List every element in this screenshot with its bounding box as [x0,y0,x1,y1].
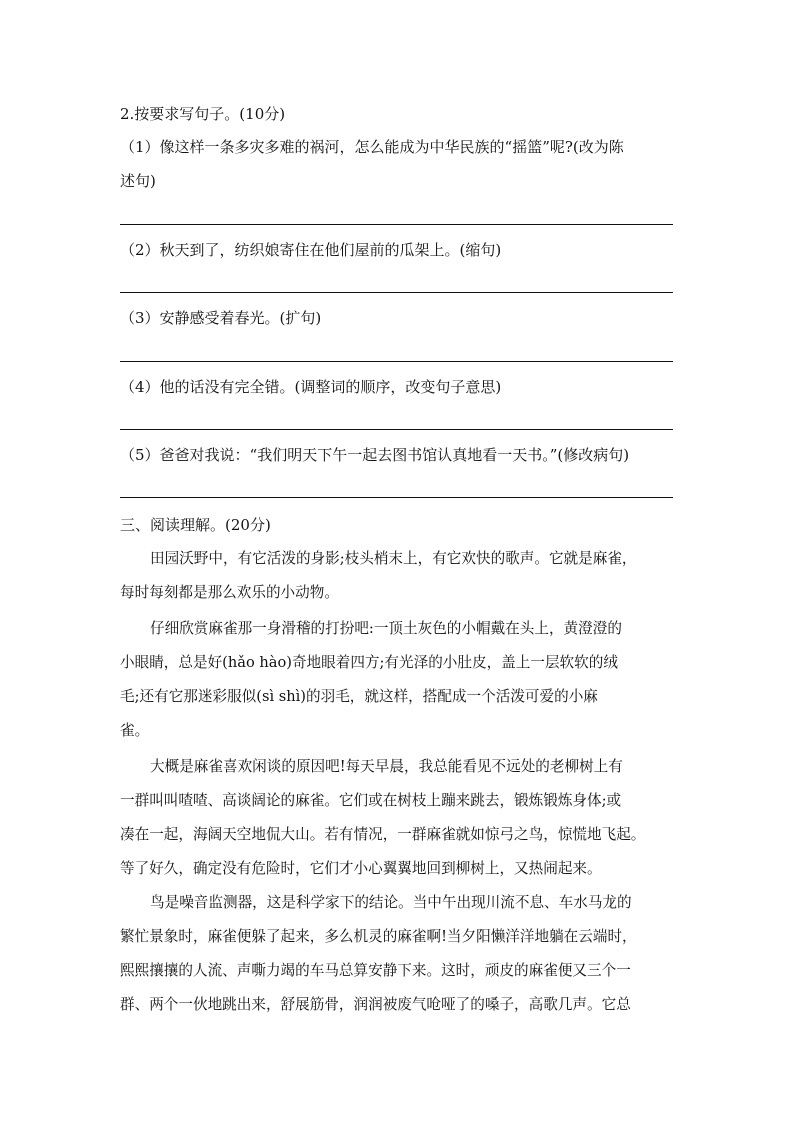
section3-heading: 三、阅读理解。(20分) [120,516,271,534]
passage-line: 大概是麻雀喜欢闲谈的原因吧!每天早晨，我总能看见不远处的老柳树上有 [150,758,623,775]
q2-item2: （2）秋天到了，纺织娘寄住在他们屋前的瓜架上。(缩句) [120,241,502,259]
passage-line: 田园沃野中，有它活泼的身影;枝头梢末上，有它欢快的歌声。它就是麻雀， [150,550,637,567]
answer-line-2[interactable] [120,292,673,293]
passage-line: 小眼睛，总是好(hǎo hào)奇地眼着四方;有光泽的小肚皮，盖上一层软软的绒 [120,654,618,671]
passage-line: 鸟是噪音监测器，这是科学家下的结论。当中午出现川流不息、车水马龙的 [150,894,632,911]
passage-line: 熙熙攘攘的人流、声嘶力竭的车马总算安静下来。这时，顽皮的麻雀便又三个一 [120,962,631,979]
q2-item3: （3）安静感受着春光。(扩句) [120,309,322,327]
passage-line: 群、两个一伙地跳出来，舒展筋骨，润润被废气呛哑了的嗓子，高歌几声。它总 [120,996,631,1013]
q2-item1-line1: （1）像这样一条多灾多难的祸河，怎么能成为中华民族的“摇篮”呢?(改为陈 [120,138,624,156]
passage-line: 雀。 [120,722,150,739]
answer-line-4[interactable] [120,429,673,430]
passage-line: 每时每刻都是那么欢乐的小动物。 [120,584,339,601]
passage-line: 一群叫叫喳喳、高谈阔论的麻雀。它们或在树枝上蹦来跳去，锻炼锻炼身体;或 [120,792,622,809]
answer-line-1[interactable] [120,224,673,225]
answer-line-3[interactable] [120,361,673,362]
passage-line: 毛;还有它那迷彩服似(sì shì)的羽毛，就这样，搭配成一个活泼可爱的小麻 [120,688,598,705]
q2-heading: 2.按要求写句子。(10分) [120,105,286,123]
passage-line: 仔细欣赏麻雀那一身滑稽的打扮吧:一顶土灰色的小帽戴在头上，黄澄澄的 [150,620,622,637]
passage-line: 繁忙景象时，麻雀便躲了起来，多么机灵的麻雀啊!当夕阳懒洋洋地躺在云端时， [120,928,637,945]
q2-item4: （4）他的话没有完全错。(调整词的顺序，改变句子意思) [120,378,502,396]
passage-line: 等了好久，确定没有危险时，它们才小心翼翼地回到柳树上，又热闹起来。 [120,860,602,877]
answer-line-5[interactable] [120,497,673,498]
passage-line: 凑在一起，海阔天空地侃大山。若有情况，一群麻雀就如惊弓之鸟，惊慌地飞起。 [120,826,646,843]
q2-item5: （5）爸爸对我说：“我们明天下午一起去图书馆认真地看一天书。”(修改病句) [120,446,630,464]
q2-item1-line2: 述句) [120,172,156,190]
